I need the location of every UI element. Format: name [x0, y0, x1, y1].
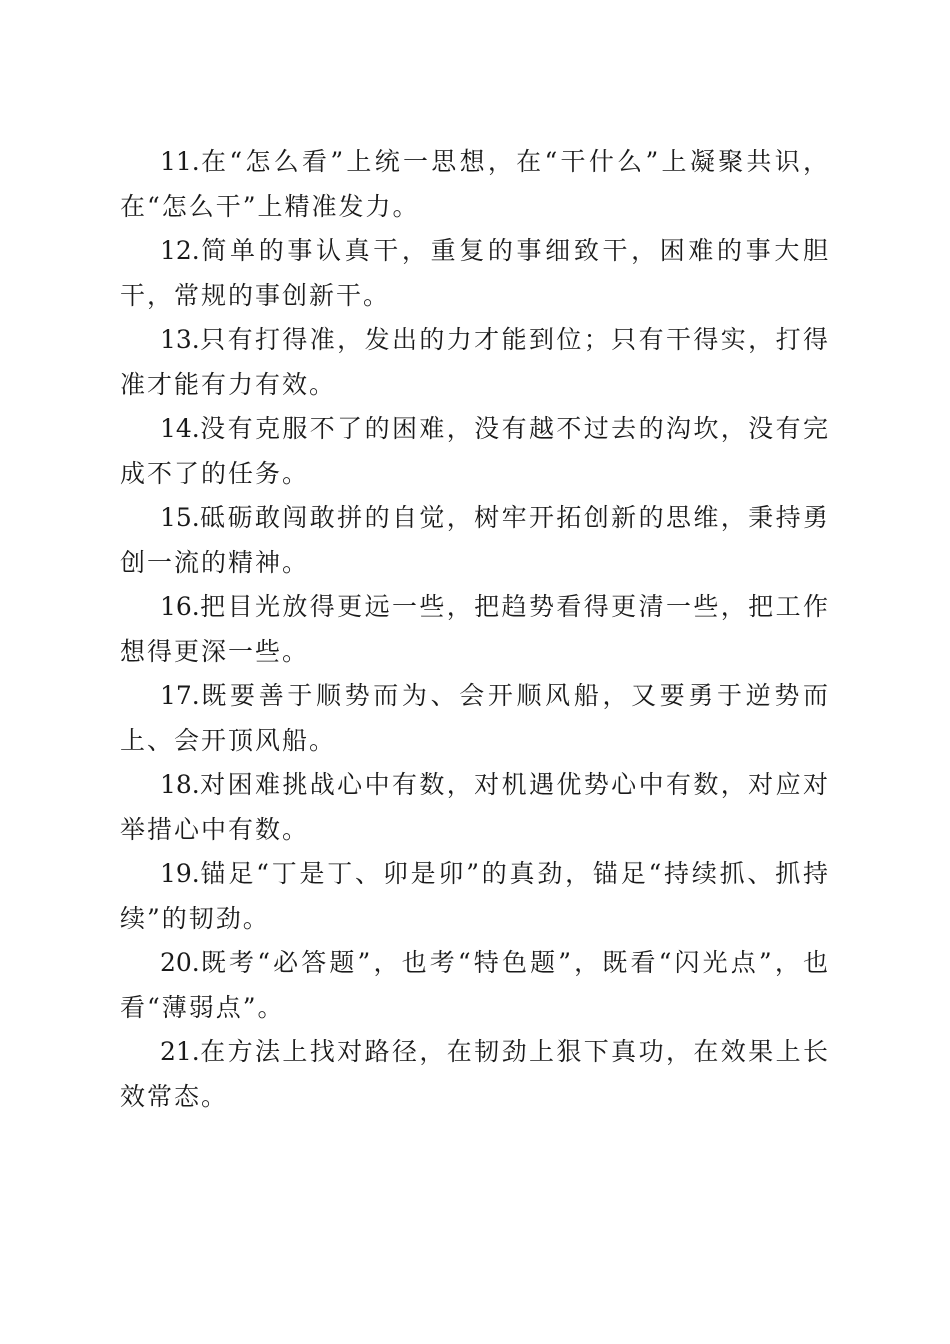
- item-text: 在“怎么看”上统一思想，在“干什么”上凝聚共识，在“怎么干”上精准发力。: [120, 147, 830, 221]
- item-number: 14.: [160, 414, 200, 443]
- item-text: 把目光放得更远一些，把趋势看得更清一些，把工作想得更深一些。: [120, 592, 830, 666]
- list-item-18: [120, 763, 830, 852]
- item-number: 15.: [160, 503, 200, 532]
- list-item-15: [120, 496, 830, 585]
- item-text: 锚足“丁是丁、卯是卯”的真劲，锚足“持续抓、抓持续”的韧劲。: [120, 859, 830, 933]
- item-text: 既考“必答题”，也考“特色题”，既看“闪光点”，也看“薄弱点”。: [120, 948, 830, 1022]
- item-number: 20.: [160, 948, 200, 977]
- item-number: 16.: [160, 592, 200, 621]
- item-number: 13.: [160, 325, 200, 354]
- item-number: 12.: [160, 236, 200, 265]
- list-item-16: [120, 585, 830, 674]
- item-text: 没有克服不了的困难，没有越不过去的沟坎，没有完成不了的任务。: [120, 414, 830, 488]
- list-item-11: [120, 140, 830, 229]
- item-number: 18.: [160, 770, 200, 799]
- item-text: 对困难挑战心中有数，对机遇优势心中有数，对应对举措心中有数。: [120, 770, 830, 844]
- item-number: 17.: [160, 681, 200, 710]
- item-text: 砥砺敢闯敢拼的自觉，树牢开拓创新的思维，秉持勇创一流的精神。: [120, 503, 830, 577]
- list-item-14: [120, 407, 830, 496]
- document-body: [120, 140, 830, 1119]
- item-number: 21.: [160, 1037, 200, 1066]
- item-text: 简单的事认真干，重复的事细致干，困难的事大胆干，常规的事创新干。: [120, 236, 830, 310]
- list-item-13: [120, 318, 830, 407]
- list-item-20: [120, 941, 830, 1030]
- list-item-19: [120, 852, 830, 941]
- item-text: 既要善于顺势而为、会开顺风船，又要勇于逆势而上、会开顶风船。: [120, 681, 830, 755]
- item-number: 19.: [160, 859, 200, 888]
- item-text: 只有打得准，发出的力才能到位；只有干得实，打得准才能有力有效。: [120, 325, 830, 399]
- item-number: 11.: [160, 147, 200, 176]
- list-item-12: [120, 229, 830, 318]
- list-item-17: [120, 674, 830, 763]
- item-text: 在方法上找对路径，在韧劲上狠下真功，在效果上长效常态。: [120, 1037, 830, 1111]
- list-item-21: [120, 1030, 830, 1119]
